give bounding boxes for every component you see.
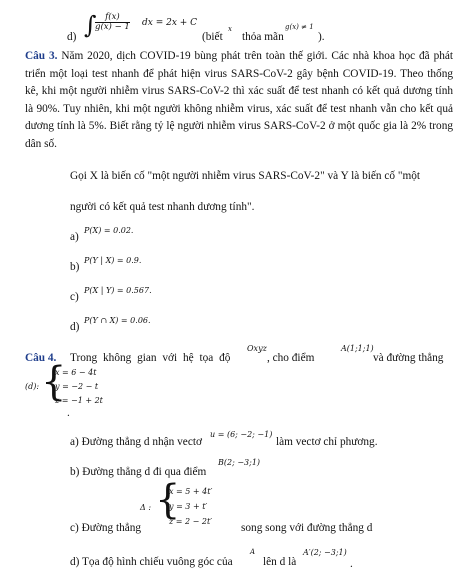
question-3-text: Năm 2020, dịch COVID-19 bùng phát trên toàn thế giới. Các nhà khoa học đã phát triển một loại test nhanh để phát hiện virus SARS-CoV-2 gây bệnh COVID-19. Theo thống kê, khi một người nhiễm virus SARS-CoV-2 thì xác suất để test nhanh có kết quả dương tính là 90%. Tuy nhiên, khi một người không nhiễm virus, xác suất để test nhanh vẫn cho kết quả dương tính là 5%. Biết rằng tỷ lệ người nhiễm virus SARS-CoV-2 ở một quốc gia là 2% trong dân số.	[25, 50, 454, 150]
line-d-brace: {	[41, 359, 67, 405]
q4-system: Oxyz	[247, 344, 267, 353]
q3-option-d-label: d)	[70, 321, 80, 333]
q3-option-b-expr: P(Y | X) = 0.9.	[84, 256, 142, 265]
q4-b-text: b) Đường thẳng d đi qua điểm	[70, 466, 207, 478]
q3-option-a-expr: P(X) = 0.02.	[84, 226, 134, 235]
q4-d-text: d) Tọa độ hình chiếu vuông góc của	[70, 556, 233, 568]
question-3-heading: Câu 3.	[25, 50, 58, 62]
integral-fraction	[95, 13, 130, 32]
q4-b-point: B(2; −3;1)	[218, 458, 261, 467]
fraction-denominator: g(x) − 1	[95, 22, 130, 32]
q4-a-post: làm vectơ chỉ phương.	[276, 436, 378, 448]
q4-intro2: , cho điểm	[267, 352, 315, 364]
line-d-eq-x: x = 6 − 4t	[55, 368, 97, 377]
q4-point-A: A(1;1;1)	[341, 344, 374, 353]
q3-option-d-expr: P(Y ∩ X) = 0.06.	[84, 316, 151, 325]
delta-label: Δ :	[140, 503, 152, 512]
q4-c-post: song song với đường thẳng d	[241, 522, 373, 534]
question-4-heading: Câu 4.	[25, 352, 57, 364]
note-condition: g(x) ≠ 1	[285, 23, 314, 31]
line-d-label: (d):	[25, 382, 40, 391]
q3-definition-line2: người có kết quả test nhanh dương tính".	[70, 201, 255, 213]
q4-d-point: A′(2; −3;1)	[303, 548, 347, 557]
integral-rhs: dx = 2x + C	[142, 18, 198, 28]
note-mid: thỏa mãn	[242, 31, 284, 43]
q4-c-text: c) Đường thẳng	[70, 522, 142, 534]
integral-sign: ∫	[84, 11, 97, 39]
top-option-label: d)	[67, 31, 77, 43]
line-d-eq-y: y = −2 − t	[55, 382, 99, 391]
q4-a-text: a) Đường thẳng d nhận vectơ	[70, 436, 202, 448]
q4-intro3: và đường thẳng	[373, 352, 444, 364]
fraction-numerator: f(x)	[95, 13, 130, 23]
question-3-paragraph	[25, 48, 453, 154]
q4-d-end: .	[350, 558, 353, 570]
delta-eq-z: z = 2 − 2t′	[169, 517, 213, 526]
q3-option-c-expr: P(X | Y) = 0.567.	[84, 286, 152, 295]
delta-eq-y: y = 3 + t′	[169, 502, 208, 511]
q4-intro: Trong không gian với hệ tọa độ	[70, 352, 231, 364]
q3-definition-line1: Gọi X là biến cố "một người nhiễm virus SARS-CoV-2" và Y là biến cố "một	[70, 170, 421, 182]
note-close: ).	[318, 31, 325, 43]
line-d-eq-z: z = −1 + 2t	[55, 396, 103, 405]
q3-option-b-label: b)	[70, 261, 80, 273]
q4-a-vector: u = (6; −2; −1)	[210, 430, 273, 439]
delta-eq-x: x = 5 + 4t′	[169, 487, 213, 496]
delta-brace: {	[155, 477, 181, 523]
q4-d-A-symbol: A	[250, 548, 256, 556]
note-x: x	[228, 25, 232, 33]
q3-option-a-label: a)	[70, 231, 79, 243]
note-open: (biết	[202, 31, 223, 43]
q3-option-c-label: c)	[70, 291, 79, 303]
line-d-dot: .	[67, 407, 70, 419]
q4-d-mid: lên d là	[263, 556, 297, 568]
